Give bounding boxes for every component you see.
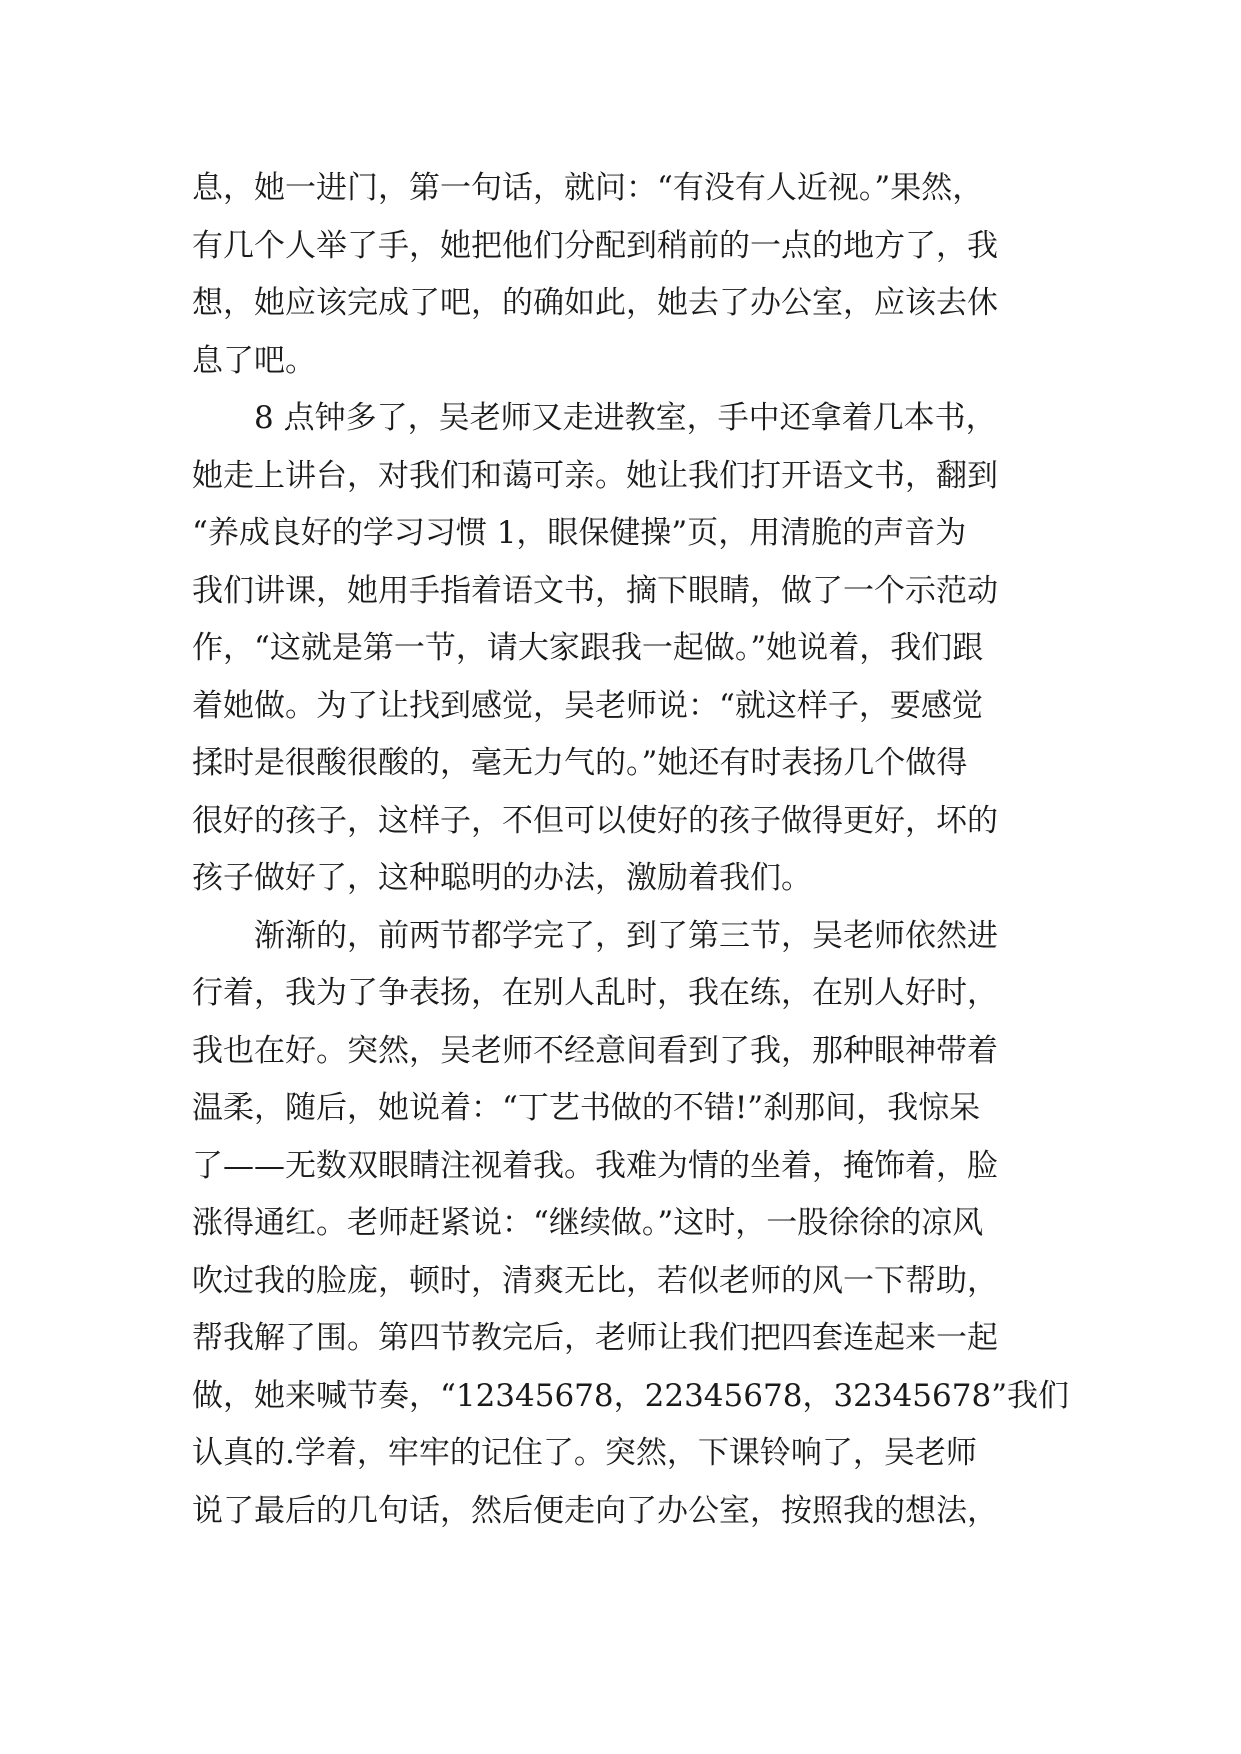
text-line: 涨得通红。老师赶紧说：“继续做。”这时，一股徐徐的凉风 bbox=[192, 1205, 984, 1241]
text-line: 息了吧。 bbox=[192, 342, 316, 379]
body-text bbox=[192, 160, 1072, 1540]
text-line: 很好的孩子，这样子，不但可以使好的孩子做得更好，坏的 bbox=[192, 802, 998, 839]
text-line: 我们讲课，她用手指着语文书，摘下眼睛，做了一个示范动 bbox=[192, 572, 998, 609]
text-line: 孩子做好了，这种聪明的办法，激励着我们。 bbox=[192, 860, 812, 896]
text-line: 有几个人举了手，她把他们分配到稍前的一点的地方了，我 bbox=[192, 227, 998, 264]
text-line: 作，“这就是第一节，请大家跟我一起做。”她说着，我们跟 bbox=[192, 630, 984, 666]
text-line: 温柔，随后，她说着：“丁艺书做的不错!”刹那间，我惊呆 bbox=[192, 1090, 981, 1126]
text-line: 了——无数双眼睛注视着我。我难为情的坐着，掩饰着，脸 bbox=[192, 1147, 998, 1184]
paragraph-first-line: 渐渐的，前两节都学完了，到了第三节，吴老师依然进 bbox=[254, 917, 998, 954]
text-line: 行着，我为了争表扬，在别人乱时，我在练，在别人好时， bbox=[192, 975, 998, 1011]
text-line: 想，她应该完成了吧，的确如此，她去了办公室，应该去休 bbox=[192, 285, 998, 321]
text-line: 息，她一进门，第一句话，就问：“有没有人近视。”果然， bbox=[192, 170, 984, 206]
text-line: 吹过我的脸庞，顿时，清爽无比，若似老师的风一下帮助， bbox=[192, 1262, 998, 1299]
text-line: 我也在好。突然，吴老师不经意间看到了我，那种眼神带着 bbox=[192, 1032, 998, 1069]
text-line: “养成良好的学习习惯 1，眼保健操”页，用清脆的声音为 bbox=[192, 515, 967, 551]
paragraph-first-line: 8 点钟多了，吴老师又走进教室，手中还拿着几本书， bbox=[254, 400, 997, 436]
text-line: 帮我解了围。第四节教完后，老师让我们把四套连起来一起 bbox=[192, 1320, 998, 1356]
text-line: 揉时是很酸很酸的，毫无力气的。”她还有时表扬几个做得 bbox=[192, 745, 968, 781]
text-line: 说了最后的几句话，然后便走向了办公室，按照我的想法， bbox=[192, 1492, 998, 1529]
text-line: 她走上讲台，对我们和蔼可亲。她让我们打开语文书，翻到 bbox=[192, 457, 998, 494]
text-line: 着她做。为了让找到感觉，吴老师说：“就这样子，要感觉 bbox=[192, 687, 983, 724]
text-line: 做，她来喊节奏，“12345678，22345678，32345678”我们 bbox=[192, 1377, 1070, 1414]
text-line: 认真的.学着，牢牢的记住了。突然，下课铃响了，吴老师 bbox=[192, 1435, 977, 1471]
